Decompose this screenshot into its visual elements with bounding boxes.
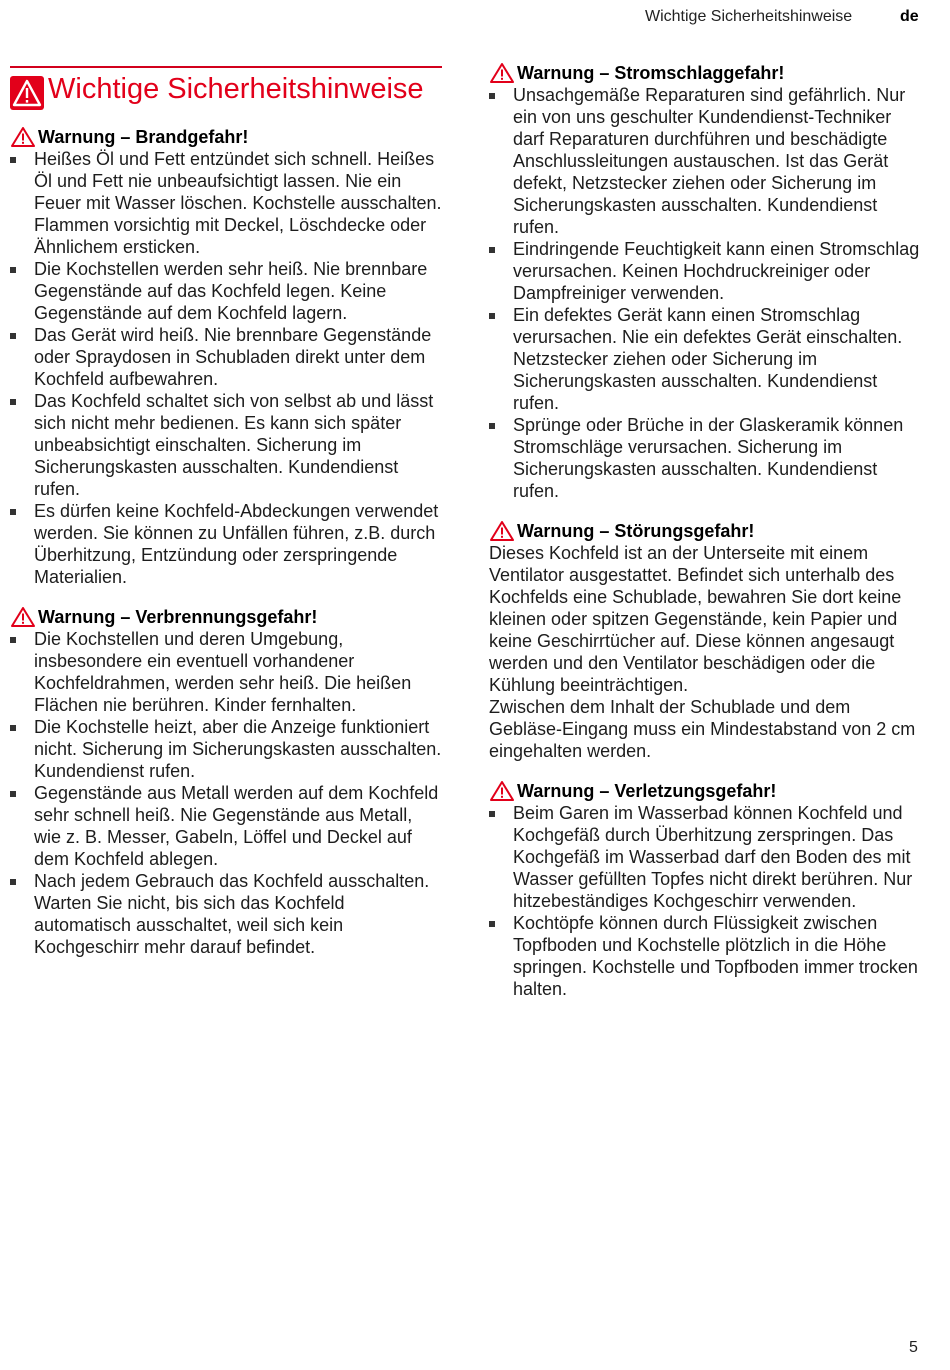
list-item-text: Unsachgemäße Reparaturen sind gefährlich. Nur ein von uns geschulter Kundendienst-Techniker darf Reparaturen durchführen und beschädigte Anschlussleitungen austauschen. Ist das Gerät defekt, Netzstecker ziehen oder Sicherung im Sicherungskasten ausschalten. Kundendienst rufen. [513, 85, 906, 237]
warning-heading-text: Warnung – Verbrennungsgefahr! [38, 607, 318, 627]
warning-list [10, 148, 442, 588]
list-item [10, 716, 442, 782]
list-item [10, 390, 442, 500]
square-bullet-icon [489, 93, 495, 99]
warning-triangle-icon [10, 76, 44, 110]
warning-heading [489, 780, 921, 802]
warning-heading [489, 520, 921, 542]
list-item-text: Die Kochstelle heizt, aber die Anzeige funktioniert nicht. Sicherung im Sicherungskasten ausschalten. Kundendienst rufen. [34, 717, 442, 781]
warning-heading [10, 126, 442, 148]
page-number: 5 [909, 1339, 918, 1356]
warning-triangle-icon [489, 780, 515, 802]
warning-list [10, 628, 442, 958]
page-title: Wichtige Sicherheitshinweise [48, 73, 424, 105]
running-header-title: Wichtige Sicherheitshinweise [645, 8, 853, 25]
square-bullet-icon [10, 637, 16, 643]
list-item [489, 304, 921, 414]
left-column [10, 62, 442, 958]
warning-section [10, 606, 442, 958]
list-item [489, 84, 921, 238]
list-item-text: Heißes Öl und Fett entzündet sich schnell. Heißes Öl und Fett nie unbeaufsichtigt lassen. Nie ein Feuer mit Wasser löschen. Kochstelle ausschalten. Flammen vorsichtig mit Deckel, Löschdecke oder Ähnlichem ersticken. [34, 149, 442, 257]
list-item-text: Kochtöpfe können durch Flüssigkeit zwischen Topfboden und Kochstelle plötzlich in die Höhe springen. Kochstelle und Topfboden immer trocken halten. [513, 913, 918, 999]
list-item [10, 500, 442, 588]
square-bullet-icon [489, 811, 495, 817]
warning-triangle-icon [10, 126, 36, 148]
square-bullet-icon [10, 725, 16, 731]
list-item-text: Die Kochstellen und deren Umgebung, insbesondere ein eventuell vorhandener Kochfeldrahmen, werden sehr heiß. Die heißen Flächen nie berühren. Kinder fernhalten. [34, 629, 412, 715]
square-bullet-icon [10, 791, 16, 797]
list-item-text: Es dürfen keine Kochfeld-Abdeckungen verwendet werden. Sie können zu Unfällen führen, z.B. durch Überhitzung, Entzündung oder zerspringende Materialien. [34, 501, 439, 587]
language-code: de [900, 8, 919, 25]
warning-heading-text: Warnung – Störungsgefahr! [517, 521, 755, 541]
warning-section [489, 520, 921, 762]
warning-section [489, 62, 921, 502]
warning-triangle-icon [10, 606, 36, 628]
title-rule [10, 66, 442, 68]
warning-heading-text: Warnung – Stromschlaggefahr! [517, 63, 785, 83]
list-item-text: Das Kochfeld schaltet sich von selbst ab und lässt sich nicht mehr bedienen. Es kann sich später unbeabsichtigt einschalten. Sicherung im Sicherungskasten ausschalten. Kundendienst rufen. [34, 391, 434, 499]
square-bullet-icon [10, 333, 16, 339]
square-bullet-icon [10, 509, 16, 515]
right-column [489, 62, 921, 1000]
list-item [489, 912, 921, 1000]
title-block [10, 72, 442, 106]
warning-heading [10, 606, 442, 628]
list-item [10, 782, 442, 870]
warning-section [489, 780, 921, 1000]
warning-triangle-icon [489, 62, 515, 84]
square-bullet-icon [489, 921, 495, 927]
warning-heading [489, 62, 921, 84]
list-item [489, 414, 921, 502]
warning-list [489, 802, 921, 1000]
square-bullet-icon [489, 247, 495, 253]
list-item [489, 802, 921, 912]
square-bullet-icon [10, 399, 16, 405]
list-item-text: Sprünge oder Brüche in der Glaskeramik können Stromschläge verursachen. Sicherung im Sicherungskasten ausschalten. Kundendienst rufen. [513, 415, 904, 501]
list-item-text: Ein defektes Gerät kann einen Stromschlag verursachen. Nie ein defektes Gerät einschalten. Netzstecker ziehen oder Sicherung im Sicherungskasten ausschalten. Kundendienst rufen. [513, 305, 903, 413]
warning-list [489, 84, 921, 502]
warning-section [10, 126, 442, 588]
list-item-text: Beim Garen im Wasserbad können Kochfeld und Kochgefäß durch Überhitzung zerspringen. Das Kochgefäß im Wasserbad darf den Boden des mit Wasser gefüllten Topfes nicht direkt berühren. Nur hitzebeständiges Kochgeschirr verwenden. [513, 803, 913, 911]
square-bullet-icon [489, 313, 495, 319]
list-item [10, 258, 442, 324]
list-item [489, 238, 921, 304]
square-bullet-icon [489, 423, 495, 429]
square-bullet-icon [10, 879, 16, 885]
list-item [10, 628, 442, 716]
paragraph: Zwischen dem Inhalt der Schublade und dem Gebläse-Eingang muss ein Mindestabstand von 2 cm eingehalten werden. [489, 697, 916, 761]
warning-heading-text: Warnung – Verletzungsgefahr! [517, 781, 777, 801]
list-item-text: Nach jedem Gebrauch das Kochfeld ausschalten. Warten Sie nicht, bis sich das Kochfeld automatisch ausschaltet, weil sich kein Kochgeschirr mehr darauf befindet. [34, 871, 430, 957]
list-item-text: Das Gerät wird heiß. Nie brennbare Gegenstände oder Spraydosen in Schubladen direkt unter dem Kochfeld aufbewahren. [34, 325, 432, 389]
left-sections [10, 126, 442, 958]
warning-heading-text: Warnung – Brandgefahr! [38, 127, 249, 147]
list-item [10, 324, 442, 390]
list-item-text: Die Kochstellen werden sehr heiß. Nie brennbare Gegenstände auf das Kochfeld legen. Keine Gegenstände auf dem Kochfeld lagern. [34, 259, 428, 323]
square-bullet-icon [10, 157, 16, 163]
square-bullet-icon [10, 267, 16, 273]
list-item [10, 148, 442, 258]
right-sections [489, 62, 921, 1000]
paragraph: Dieses Kochfeld ist an der Unterseite mit einem Ventilator ausgestattet. Befindet sich unterhalb des Kochfelds eine Schublade, bewahren Sie dort keine kleinen oder spitzen Gegenstände, kein Papier und keine Geschirrtücher auf. Diese können angesaugt werden und den Ventilator beschädigen oder die Kühlung beeinträchtigen. [489, 543, 902, 695]
list-item [10, 870, 442, 958]
list-item-text: Gegenstände aus Metall werden auf dem Kochfeld sehr schnell heiß. Nie Gegenstände aus Metall, wie z. B. Messer, Gabeln, Löffel und Deckel auf dem Kochfeld ablegen. [34, 783, 439, 869]
warning-triangle-icon [489, 520, 515, 542]
list-item-text: Eindringende Feuchtigkeit kann einen Stromschlag verursachen. Keinen Hochdruckreiniger oder Dampfreiniger verwenden. [513, 239, 920, 303]
